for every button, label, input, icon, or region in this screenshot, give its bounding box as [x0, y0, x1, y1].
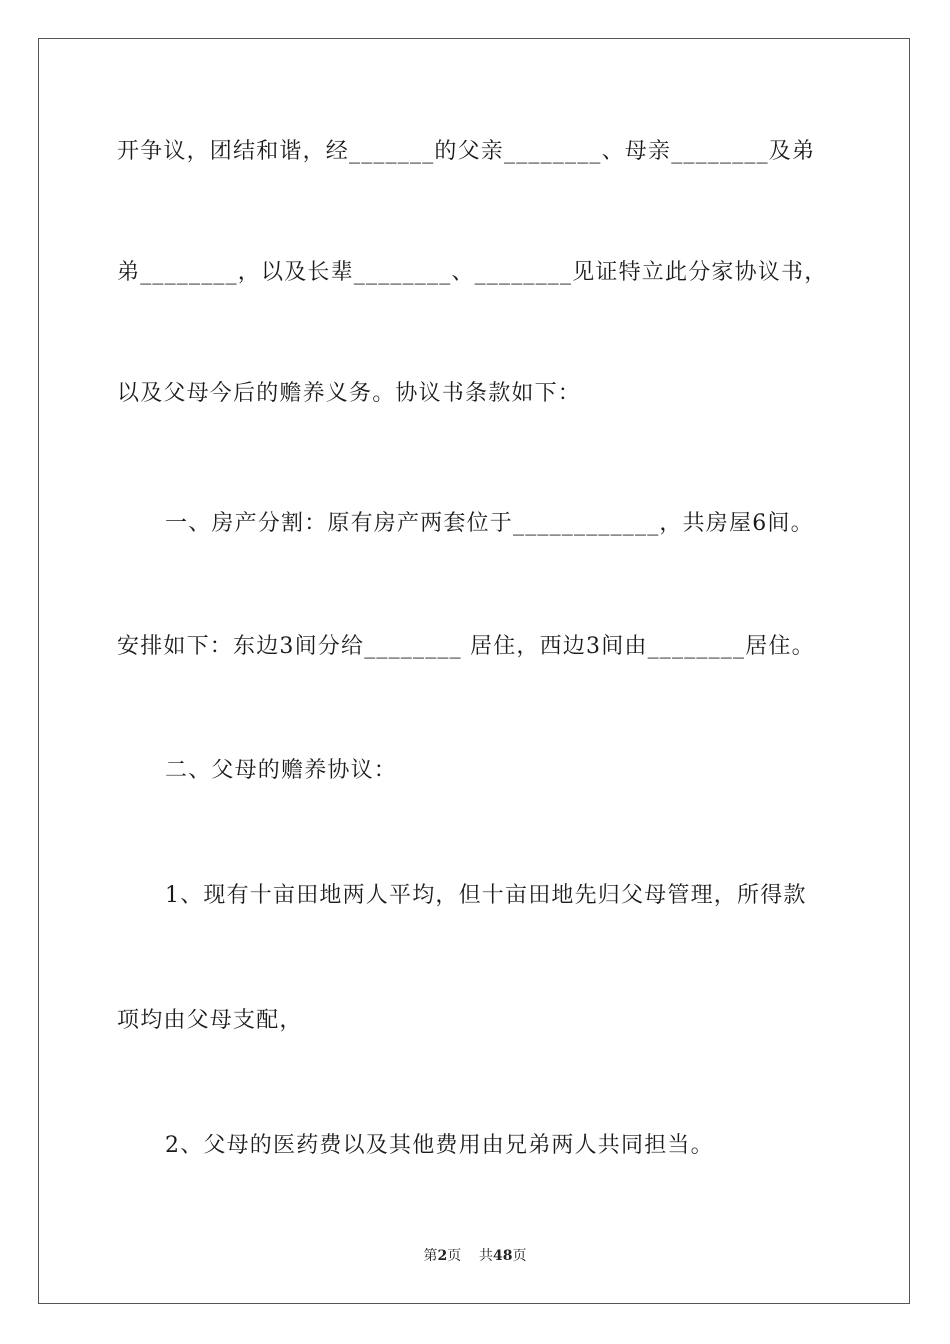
clause-two-heading: 二、父母的赡养协议： — [165, 758, 398, 783]
clause-two-item-1: 1、现有十亩田地两人平均，但十亩田地先归父母管理，所得款 — [165, 883, 807, 908]
text-line-2: 弟________，以及长辈________、________见证特立此分家协议书， — [117, 260, 828, 285]
text-line-8: 项均由父母支配， — [117, 1008, 303, 1033]
page-frame — [38, 38, 910, 1304]
page-footer — [0, 1247, 950, 1265]
clause-two-item-2: 2、父母的医药费以及其他费用由兄弟两人共同担当。 — [165, 1133, 714, 1158]
text-line-1: 开争议，团结和谐，经_______的父亲________、母亲________及弟 — [117, 139, 816, 164]
page-total-label: 共48页 — [479, 1248, 527, 1264]
text-line-5: 安排如下：东边3间分给________ 居住，西边3间由________居住。 — [117, 634, 815, 659]
text-line-3: 以及父母今后的赡养义务。协议书条款如下： — [117, 381, 582, 406]
page-number-label: 第2页 — [423, 1248, 462, 1264]
clause-one-housing: 一、房产分割：原有房产两套位于____________，共房屋6间。 — [165, 511, 814, 536]
